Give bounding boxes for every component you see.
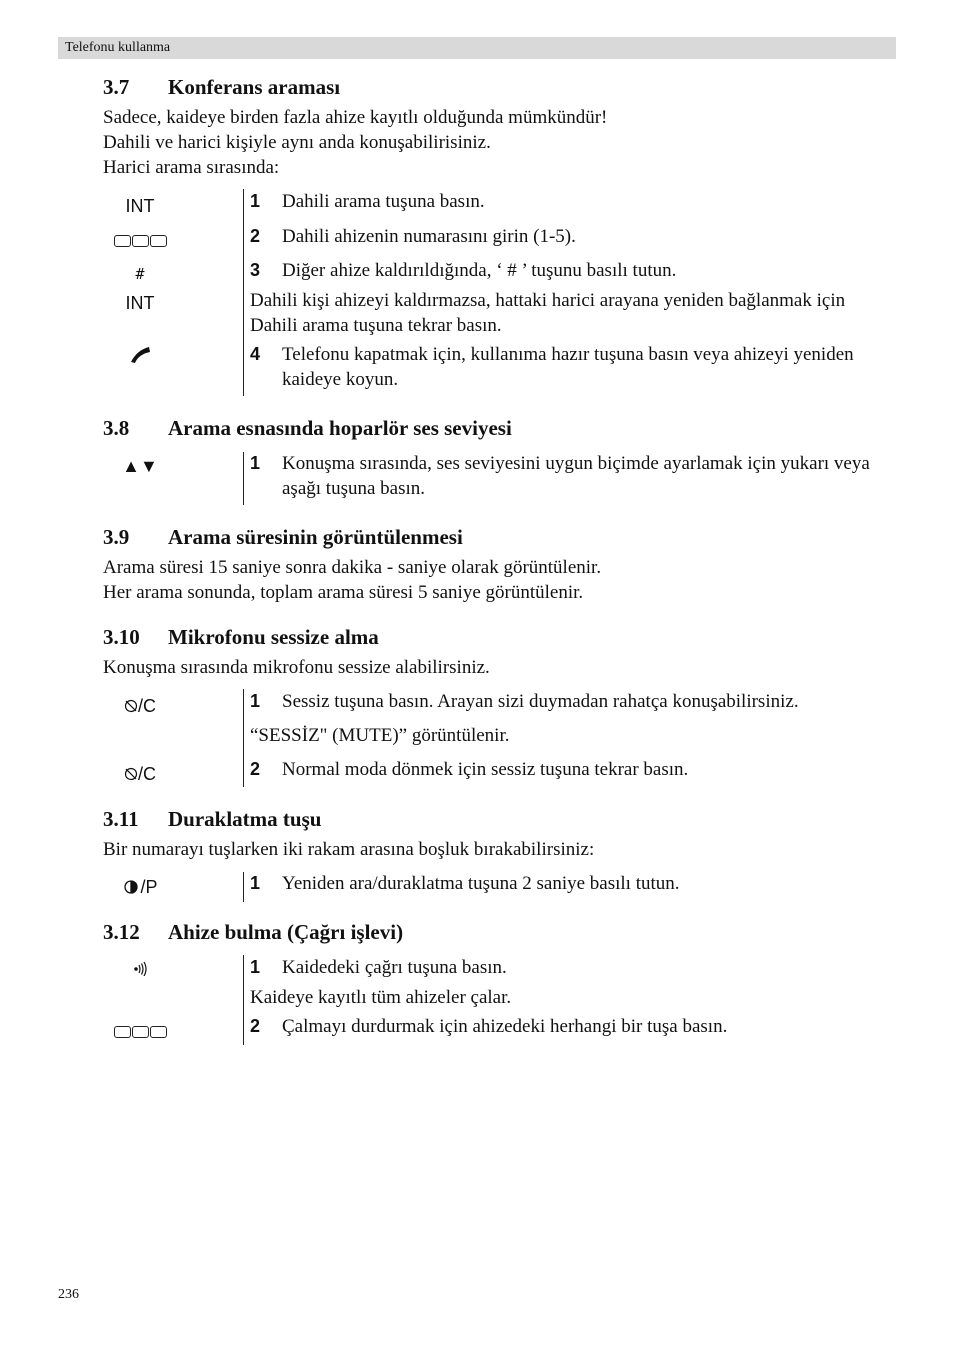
- step: 1 Sessiz tuşuna basın. Arayan sizi duymadan rahatça konuşabilirsiniz.: [250, 691, 799, 712]
- mute-clear-key-icon: /C: [106, 696, 174, 717]
- step-divider: [243, 452, 244, 505]
- step-divider: [243, 189, 244, 396]
- step: 1 Dahili arama tuşuna basın.: [250, 191, 485, 212]
- int-key-icon: INT: [125, 196, 155, 216]
- step: 1 Kaidedeki çağrı tuşuna basın.: [250, 957, 507, 978]
- intro-line: Dahili ve harici kişiyle aynı anda konuşabilirisiniz.: [103, 132, 491, 153]
- volume-up-down-icon: ▲▼: [122, 456, 158, 476]
- section-heading-3-9: 3.9 Arama süresinin görüntülenmesi: [103, 525, 463, 549]
- step-divider: [243, 689, 244, 787]
- section-heading-3-10: 3.10 Mikrofonu sessize alma: [103, 625, 379, 649]
- step-note: Dahili kişi ahizeyi kaldırmazsa, hattaki harici arayana yeniden bağlanmak için Dahili arama tuşuna tekrar basın.: [250, 290, 846, 336]
- step: 4 Telefonu kapatmak için, kullanıma hazır tuşuna basın veya ahizeyi yeniden kaideye koyun.: [250, 344, 854, 390]
- intro-line: Bir numarayı tuşlarken iki rakam arasına boşluk bırakabilirsiniz:: [103, 839, 595, 860]
- intro-line: Her arama sonunda, toplam arama süresi 5 saniye görüntülenir.: [103, 582, 584, 603]
- intro-line: Sadece, kaideye birden fazla ahize kayıtlı olduğunda mümkündür!: [103, 107, 608, 128]
- paging-key-icon: [106, 960, 174, 981]
- step: 2 Normal moda dönmek için sessiz tuşuna tekrar basın.: [250, 759, 689, 780]
- step: 2 Dahili ahizenin numarasını girin (1-5).: [250, 226, 576, 247]
- step-note: “SESSİZ" (MUTE)” görüntülenir.: [250, 725, 510, 746]
- hang-up-icon: [106, 344, 174, 371]
- number-keys-icon: [106, 1022, 174, 1043]
- redial-pause-key-icon: /P: [106, 877, 174, 898]
- mute-clear-key-icon: /C: [106, 764, 174, 785]
- intro-line: Harici arama sırasında:: [103, 157, 280, 178]
- running-title: Telefonu kullanma: [65, 40, 171, 55]
- step: 3 Diğer ahize kaldırıldığında, ‘ # ’ tuşunu basılı tutun.: [250, 260, 677, 281]
- running-header: [58, 37, 896, 59]
- step-divider: [243, 872, 244, 902]
- int-key-icon: INT: [125, 293, 155, 313]
- step: 2 Çalmayı durdurmak için ahizedeki herhangi bir tuşa basın.: [250, 1016, 728, 1037]
- section-heading-3-11: 3.11 Duraklatma tuşu: [103, 807, 322, 831]
- step: 1 Yeniden ara/duraklatma tuşuna 2 saniye basılı tutun.: [250, 873, 680, 894]
- step-note: Kaideye kayıtlı tüm ahizeler çalar.: [250, 987, 512, 1008]
- step: 1 Konuşma sırasında, ses seviyesini uygun biçimde ayarlamak için yukarı veya aşağı tuşuna basın.: [250, 453, 870, 499]
- section-heading-3-8: 3.8 Arama esnasında hoparlör ses seviyesi: [103, 416, 512, 440]
- number-keys-icon: [106, 231, 174, 252]
- page-number: 236: [58, 1287, 79, 1302]
- section-heading-3-7: 3.7 Konferans araması: [103, 75, 341, 99]
- intro-line: Konuşma sırasında mikrofonu sessize alabilirsiniz.: [103, 657, 490, 678]
- hash-key-icon: #: [135, 265, 145, 283]
- step-divider: [243, 955, 244, 1045]
- section-heading-3-12: 3.12 Ahize bulma (Çağrı işlevi): [103, 920, 404, 944]
- intro-line: Arama süresi 15 saniye sonra dakika - saniye olarak görüntülenir.: [103, 557, 602, 578]
